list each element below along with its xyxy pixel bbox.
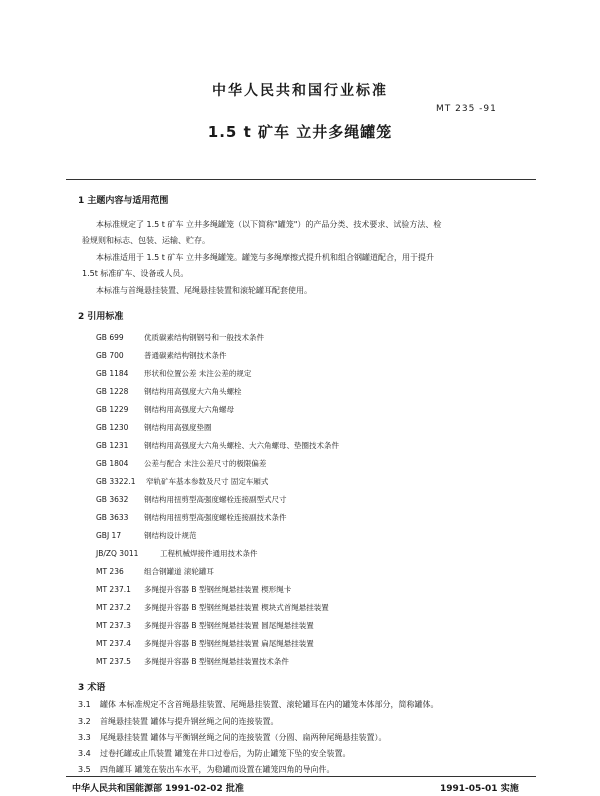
reference-title: 钢结构用高强度大六角螺母 xyxy=(144,405,234,414)
reference-title: 组合钢罐道 滚轮罐耳 xyxy=(144,567,214,576)
standard-number: MT 235 -91 xyxy=(436,104,497,114)
term-number: 3.2 xyxy=(78,717,91,726)
reference-item xyxy=(96,656,289,667)
reference-title: 多绳提升容器 B 型钢丝绳悬挂装置 楔形绳卡 xyxy=(144,585,292,594)
reference-code: GB 1230 xyxy=(96,423,129,432)
effective-date: 1991-05-01 实施 xyxy=(440,784,519,794)
reference-item xyxy=(96,584,291,595)
term-item xyxy=(78,716,279,727)
reference-title: 工程机械焊接件通用技术条件 xyxy=(160,549,258,558)
reference-title: 窄轨矿车基本参数及尺寸 固定车厢式 xyxy=(146,477,269,486)
reference-code: GB 3633 xyxy=(96,513,129,522)
reference-code: JB/ZQ 3011 xyxy=(96,549,139,558)
reference-item xyxy=(96,494,287,505)
section-2-heading: 2 引用标准 xyxy=(78,312,124,322)
reference-item xyxy=(96,440,339,451)
term-number: 3.5 xyxy=(78,765,91,774)
reference-item xyxy=(96,332,264,343)
reference-code: GB 1228 xyxy=(96,387,129,396)
reference-title: 多绳提升容器 B 型钢丝绳悬挂装置技术条件 xyxy=(144,657,289,666)
reference-item xyxy=(96,458,266,469)
reference-code: MT 237.4 xyxy=(96,639,131,648)
term-number: 3.4 xyxy=(78,749,91,758)
reference-code: GB 1229 xyxy=(96,405,129,414)
reference-title: 形状和位置公差 未注公差的规定 xyxy=(144,369,252,378)
reference-code: GB 1804 xyxy=(96,459,129,468)
reference-title: 优质碳素结构钢钢号和一般技术条件 xyxy=(144,333,264,342)
reference-title: 多绳提升容器 B 型钢丝绳悬挂装置 楔块式首绳悬挂装置 xyxy=(144,603,329,612)
reference-item xyxy=(96,512,287,523)
term-item xyxy=(78,732,387,743)
reference-item xyxy=(96,638,314,649)
term-number: 3.3 xyxy=(78,733,91,742)
reference-item xyxy=(96,404,234,415)
reference-item xyxy=(96,530,197,541)
reference-item xyxy=(96,620,314,631)
term-item xyxy=(78,764,335,775)
reference-title: 公差与配合 未注公差尺寸的极限偏差 xyxy=(144,459,267,468)
reference-code: GB 1231 xyxy=(96,441,129,450)
scope-paragraph: 1.5t 标准矿车、设备或人员。 xyxy=(82,269,189,278)
top-divider xyxy=(66,179,536,180)
reference-item xyxy=(96,386,242,397)
term-item xyxy=(78,748,351,759)
term-number: 3.1 xyxy=(78,700,91,709)
document-title: 1.5 t 矿车 立井多绳罐笼 xyxy=(207,123,393,141)
section-3-heading: 3 术语 xyxy=(78,683,106,693)
reference-item xyxy=(96,566,214,577)
term-definition: 尾绳悬挂装置 罐体与平衡钢丝绳之间的连接装置（分圆、扁两种尾绳悬挂装置）。 xyxy=(100,733,387,742)
reference-title: 多绳提升容器 B 型钢丝绳悬挂装置 圆尾绳悬挂装置 xyxy=(144,621,314,630)
reference-item xyxy=(96,602,329,613)
reference-code: MT 237.1 xyxy=(96,585,131,594)
reference-item xyxy=(96,368,251,379)
reference-item xyxy=(96,350,227,361)
scope-paragraph: 验规则和标志、包装、运输、贮存。 xyxy=(82,236,210,245)
scope-paragraph: 本标准规定了 1.5 t 矿车 立井多绳罐笼（以下简称"罐笼"）的产品分类、技术要求、试验方法、检 xyxy=(96,220,442,229)
reference-title: 钢结构用高强度大六角头螺栓 xyxy=(144,387,242,396)
reference-code: MT 237.5 xyxy=(96,657,131,666)
reference-title: 钢结构用高强度垫圈 xyxy=(144,423,212,432)
reference-code: GBJ 17 xyxy=(96,531,122,540)
reference-code: GB 699 xyxy=(96,333,124,342)
reference-title: 钢结构用高强度大六角头螺栓、大六角螺母、垫圈技术条件 xyxy=(144,441,339,450)
term-definition: 过卷托罐或止爪装置 罐笼在井口过卷后，为防止罐笼下坠的安全装置。 xyxy=(100,749,351,758)
standard-type-heading: 中华人民共和国行业标准 xyxy=(212,83,388,99)
scope-paragraph: 本标准与首绳悬挂装置、尾绳悬挂装置和滚轮罐耳配套使用。 xyxy=(96,286,312,295)
reference-code: GB 3632 xyxy=(96,495,129,504)
reference-title: 多绳提升容器 B 型钢丝绳悬挂装置 扁尾绳悬挂装置 xyxy=(144,639,314,648)
reference-title: 普通碳素结构钢技术条件 xyxy=(144,351,227,360)
term-definition: 四角罐耳 罐笼在装出车水平，为稳罐而设置在罐笼四角的导向件。 xyxy=(100,765,335,774)
reference-title: 钢结构设计规范 xyxy=(144,531,197,540)
reference-code: MT 236 xyxy=(96,567,124,576)
scope-paragraph: 本标准适用于 1.5 t 矿车 立井多绳罐笼。罐笼与多绳摩擦式提升机和组合钢罐道配合，用于提升 xyxy=(96,253,435,262)
footer-divider xyxy=(66,776,536,777)
reference-title: 钢结构用扭剪型高强度螺栓连接副技术条件 xyxy=(144,513,287,522)
reference-code: GB 700 xyxy=(96,351,124,360)
reference-item xyxy=(96,548,258,559)
term-definition: 首绳悬挂装置 罐体与提升钢丝绳之间的连接装置。 xyxy=(100,717,279,726)
reference-code: MT 237.2 xyxy=(96,603,131,612)
reference-code: GB 3322.1 xyxy=(96,477,136,486)
term-definition: 罐体 本标准规定不含首绳悬挂装置、尾绳悬挂装置、滚轮罐耳在内的罐笼本体部分，简称罐体。 xyxy=(100,700,439,709)
reference-item xyxy=(96,422,212,433)
issued-by: 中华人民共和国能源部 1991-02-02 批准 xyxy=(72,784,244,794)
term-item xyxy=(78,699,439,710)
reference-code: GB 1184 xyxy=(96,369,129,378)
reference-code: MT 237.3 xyxy=(96,621,131,630)
reference-title: 钢结构用扭剪型高强度螺栓连接副型式尺寸 xyxy=(144,495,287,504)
reference-item xyxy=(96,476,268,487)
section-1-heading: 1 主题内容与适用范围 xyxy=(78,196,169,206)
